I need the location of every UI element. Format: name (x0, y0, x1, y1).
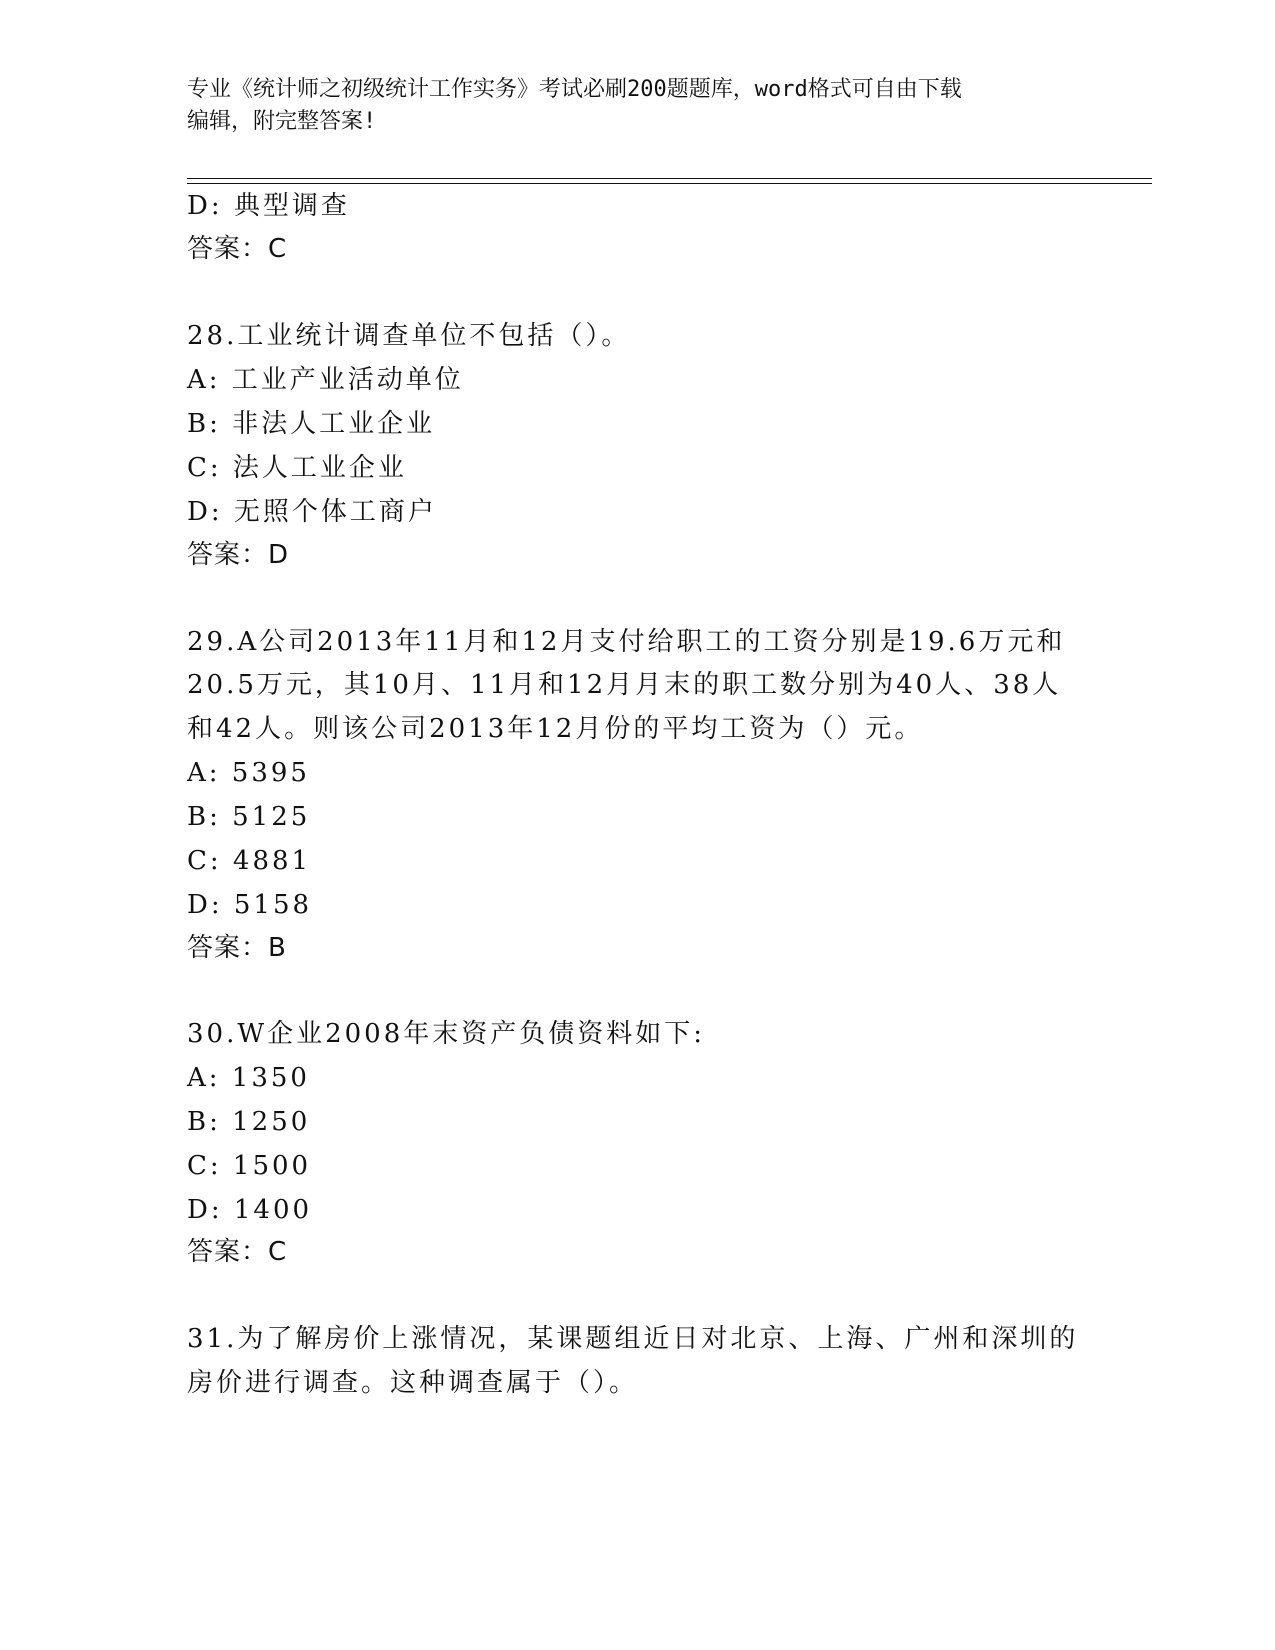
q31-stem-line-1: 31.为了解房价上涨情况，某课题组近日对北京、上海、广州和深圳的 (187, 1324, 1079, 1354)
q28-option-c: C: 法人工业企业 (187, 453, 407, 483)
q28-answer: 答案：D (187, 540, 290, 570)
q28-stem: 28.工业统计调查单位不包括（）。 (187, 321, 631, 351)
document-header (187, 74, 1067, 138)
q30-option-b: B: 1250 (187, 1107, 311, 1137)
q30-option-a: A: 1350 (187, 1063, 310, 1093)
header-divider-top (187, 178, 1152, 179)
q28-option-a: A: 工业产业活动单位 (187, 365, 464, 395)
q28-option-b: B: 非法人工业企业 (187, 409, 436, 439)
header-line-1: 专业《统计师之初级统计工作实务》考试必刷200题题库，word格式可自由下载 (187, 77, 962, 102)
q30-answer: 答案：C (187, 1237, 288, 1267)
q30-option-d: D: 1400 (187, 1195, 313, 1225)
q29-option-c: C: 4881 (187, 846, 312, 876)
prev-answer: 答案：C (187, 234, 288, 264)
q29-stem-line-1: 29.A公司2013年11月和12月支付给职工的工资分别是19.6万元和 (187, 627, 1066, 657)
q31-stem-line-2: 房价进行调查。这种调查属于（）。 (187, 1368, 639, 1398)
q29-option-b: B: 5125 (187, 802, 311, 832)
header-line-2: 编辑，附完整答案! (187, 109, 377, 134)
q29-option-a: A: 5395 (187, 758, 310, 788)
header-divider-bottom (187, 183, 1152, 184)
prev-option-d: D: 典型调查 (187, 191, 350, 221)
q29-stem-line-3: 和42人。则该公司2013年12月份的平均工资为（）元。 (187, 714, 924, 744)
q28-option-d: D: 无照个体工商户 (187, 497, 437, 527)
q29-option-d: D: 5158 (187, 890, 313, 920)
q29-stem-line-2: 20.5万元，其10月、11月和12月月末的职工数分别为40人、38人 (187, 670, 1062, 700)
q30-option-c: C: 1500 (187, 1151, 312, 1181)
q30-stem: 30.W企业2008年末资产负债资料如下: (187, 1019, 706, 1049)
q29-answer: 答案：B (187, 933, 287, 963)
